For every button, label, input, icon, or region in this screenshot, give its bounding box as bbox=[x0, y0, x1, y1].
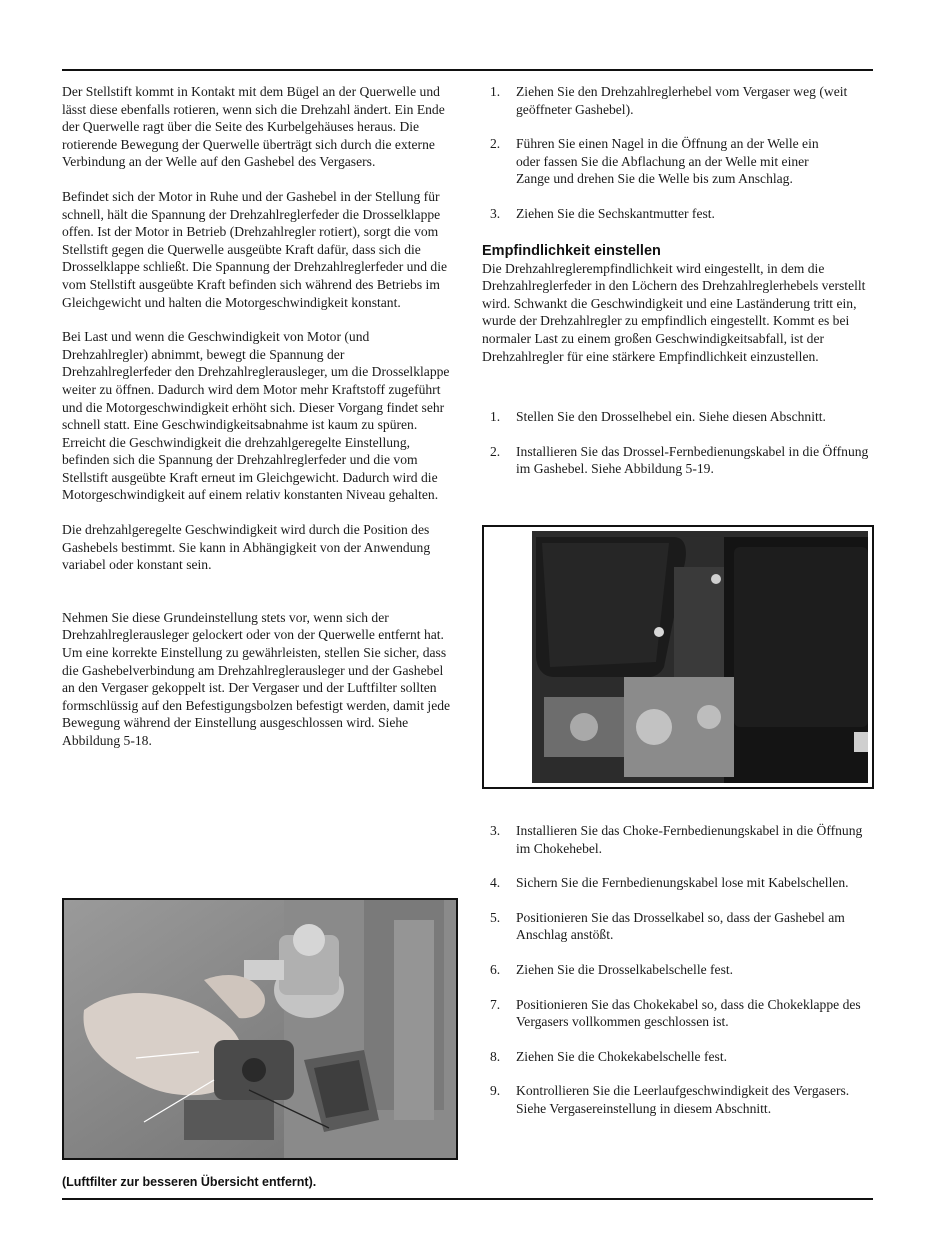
figure-5-19-photo bbox=[482, 525, 874, 789]
list-item bbox=[482, 1082, 874, 1117]
step-number: 1. bbox=[490, 84, 501, 99]
list-item bbox=[482, 135, 874, 188]
steps-list-a bbox=[482, 83, 874, 223]
list-item bbox=[482, 909, 874, 944]
section-heading: Empfindlichkeit einstellen bbox=[482, 242, 661, 259]
right-column bbox=[482, 83, 874, 478]
carburetor-photo-image bbox=[64, 900, 456, 1158]
left-column bbox=[62, 83, 454, 750]
step-text: Sichern Sie die Fernbedienungskabel lose mit Kabelschellen. bbox=[516, 875, 849, 891]
step-text: Ziehen Sie die Drosselkabelschelle fest. bbox=[516, 961, 734, 977]
step-number: 5. bbox=[490, 909, 501, 925]
list-item bbox=[482, 822, 874, 857]
list-item bbox=[482, 205, 874, 223]
step-text: Ziehen Sie die Chokekabelschelle fest. bbox=[516, 1048, 728, 1064]
steps-list-c bbox=[482, 822, 874, 1118]
paragraph: Bei Last und wenn die Geschwindigkeit von Motor (und Drehzahlregler) abnimmt, bewegt die Spannung der Drehzahlreglerfeder den Drehzahlreglerausleger, um die Drosselklappe weiter zu öffnen. Dadurch wird dem Motor mehr Kraftstoff zugeführt und die Motorgeschwindigkeit erhöht sich. Dieser Vorgang findet sehr schnell statt. Eine Geschwindigkeitsabnahme ist kaum zu spüren. Erreicht die Geschwindigkeit die drehzahlgeregelte Einstellung, befinden sich die Spannung der Drehzahlreglerfeder und die vom Stellstift ausgeübte Kraft erneut im Gleichgewicht. Dadurch wird die Motorgeschwindigkeit auf einem relativ konstanten Niveau gehalten. bbox=[62, 329, 450, 503]
figure-5-18-photo bbox=[62, 898, 458, 1160]
step-text: Führen Sie einen Nagel in die Öffnung an der Welle ein oder fassen Sie die Abflachung an der Welle mit einer Zange und drehen Sie die Welle bis zum Anschlag. bbox=[516, 136, 819, 187]
step-number: 1. bbox=[490, 409, 501, 425]
list-item bbox=[482, 408, 874, 426]
paragraph: Die Drehzahlreglerempfindlichkeit wird eingestellt, in dem die Drehzahlreglerfeder in den Löchern des Drehzahlreglerhebels verstellt wird. Schwankt die Geschwindigkeit und eine Laständerung tritt ein, wurde der Drehzahlregler zu empfindlich eingestellt. Kommt es bei normaler Last zu einem großen Geschwindigkeitsabfall, ist der Drehzahlregler für eine stärkere Empfindlichkeit einzustellen. bbox=[482, 260, 866, 364]
list-item bbox=[482, 874, 874, 892]
steps-list-b bbox=[482, 408, 874, 478]
paragraph: Nehmen Sie diese Grundeinstellung stets vor, wenn sich der Drehzahlreglerausleger gelockert oder von der Querwelle entfernt hat. Um eine korrekte Einstellung zu gewährleisten, stellen Sie sicher, dass die Gashebelverbindung am Drehzahlreglerausleger und der Gashebel an den Vergaser gekoppelt ist. Der Vergaser und der Luftfilter sollten formschlüssig auf den Befestigungsbolzen befestigt werden, damit jede Bewegung während der Einstellung ausgeschlossen wird. Siehe Abbildung 5-18. bbox=[62, 609, 451, 748]
step-number: 7. bbox=[490, 996, 501, 1012]
right-column-lower bbox=[482, 822, 874, 1118]
engine-photo-image bbox=[484, 527, 872, 787]
paragraph: Die drehzahlgeregelte Geschwindigkeit wird durch die Position des Gashebels bestimmt. Sie kann in Abhängigkeit von der Anwendung variabel oder konstant sein. bbox=[62, 522, 431, 573]
step-number: 4. bbox=[490, 875, 501, 891]
top-rule bbox=[62, 69, 873, 71]
step-number: 8. bbox=[490, 1048, 501, 1064]
list-item bbox=[482, 443, 874, 478]
step-text: Ziehen Sie die Sechskantmutter fest. bbox=[516, 205, 715, 221]
paragraph: Befindet sich der Motor in Ruhe und der Gashebel in der Stellung für schnell, hält die Spannung der Drehzahlreglerfeder die Drosselklappe offen. Ist der Motor in Betrieb (Drehzahlregler rotiert), sorgt die vom Stellstift gegen die Querwelle ausgeübte Kraft dafür, dass sich die Drosselklappe schließt. Die Spannung der Drehzahlreglerfeder und die vom Stellstift ausgeübte Kraft befinden sich während des Betriebs im Gleichgewicht und halten die Motorgeschwindigkeit konstant. bbox=[62, 188, 448, 310]
step-text: Stellen Sie den Drosselhebel ein. Siehe diesen Abschnitt. bbox=[516, 409, 826, 425]
list-item bbox=[482, 996, 874, 1031]
bottom-rule bbox=[62, 1198, 873, 1200]
paragraph: Der Stellstift kommt in Kontakt mit dem Bügel an der Querwelle und lässt diese ebenfalls rotieren, wenn sich die Drehzahl ändert. Ein Ende der Querwelle ragt über die Seite des Kurbelgehäuses heraus. Die rotierende Bewegung der Querwelle überträgt sich durch die externe Verbindung an der Welle auf den Gashebel des Vergasers. bbox=[62, 84, 445, 170]
step-number: 9. bbox=[490, 1083, 501, 1099]
step-number: 3. bbox=[490, 823, 501, 838]
step-number: 3. bbox=[490, 205, 501, 221]
step-text: Installieren Sie das Choke-Fernbedienungskabel in die Öffnung im Chokehebel. bbox=[516, 823, 863, 856]
step-number: 2. bbox=[490, 443, 501, 459]
step-text: Kontrollieren Sie die Leerlaufgeschwindigkeit des Vergasers. Siehe Vergasereinstellung in diesem Abschnitt. bbox=[516, 1083, 850, 1116]
step-text: Positionieren Sie das Chokekabel so, dass die Chokeklappe des Vergasers vollkommen geschlossen ist. bbox=[516, 996, 861, 1030]
step-number: 2. bbox=[490, 136, 501, 152]
step-text: Ziehen Sie den Drehzahlreglerhebel vom Vergaser weg (weit geöffneter Gashebel). bbox=[516, 84, 848, 117]
step-text: Positionieren Sie das Drosselkabel so, dass der Gashebel am Anschlag anstößt. bbox=[516, 909, 845, 943]
figure-caption: (Luftfilter zur besseren Übersicht entfernt). bbox=[62, 1175, 317, 1189]
list-item bbox=[482, 83, 874, 118]
list-item bbox=[482, 961, 874, 979]
step-number: 6. bbox=[490, 961, 501, 977]
list-item bbox=[482, 1048, 874, 1066]
step-text: Installieren Sie das Drossel-Fernbedienungskabel in die Öffnung im Gashebel. Siehe Abbildung 5-19. bbox=[516, 443, 869, 477]
